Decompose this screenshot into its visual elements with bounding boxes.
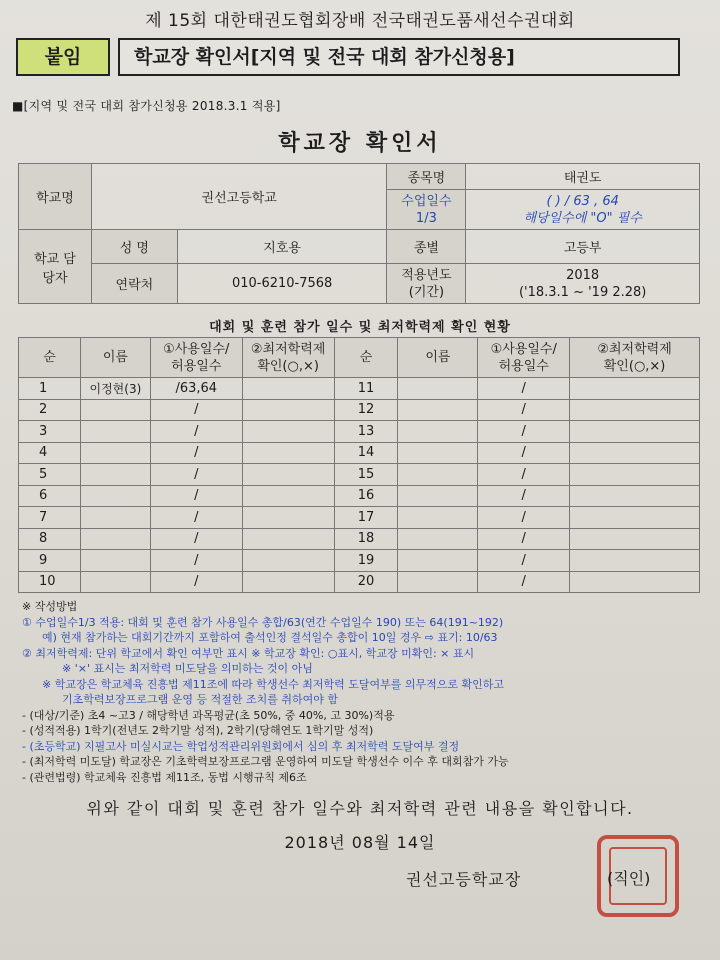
roster-no-cell: 10 bbox=[19, 571, 81, 593]
roster-name-cell bbox=[80, 464, 150, 486]
table-row bbox=[19, 485, 700, 507]
roster-check-cell bbox=[570, 528, 700, 550]
roster-days-cell: / bbox=[150, 528, 242, 550]
guide-item-1: ① 수업일수1/3 적용: 대회 및 훈련 참가 사용일수 총합/63(연간 수업일수 190) 또는 64(191~192) bbox=[22, 615, 504, 629]
table-row bbox=[19, 464, 700, 486]
roster-check-cell bbox=[570, 378, 700, 400]
col-days-right bbox=[478, 338, 570, 378]
guide-note-principal: ※ 학교장은 학교체육 진흥법 제11조에 따라 학생선수 최저학력 도달여부를 의무적으로 확인하고 bbox=[42, 677, 504, 691]
school-value: 권선고등학교 bbox=[91, 164, 387, 230]
col-no-right: 순 bbox=[334, 338, 398, 378]
days-label-cell bbox=[387, 190, 466, 230]
roster-name-cell bbox=[398, 378, 478, 400]
roster-name-cell bbox=[398, 464, 478, 486]
roster-days-cell: / bbox=[478, 485, 570, 507]
roster-days-cell: / bbox=[478, 550, 570, 572]
year-value-cell bbox=[466, 264, 700, 304]
guide-below-min: - (최저학력 미도달) 학교장은 기초학력보장프로그램 운영하여 미도달 학생선수 이수 후 대회참가 가능 bbox=[22, 755, 509, 768]
roster-days-cell: / bbox=[150, 485, 242, 507]
seal-label: (직인) bbox=[607, 869, 651, 888]
roster-days-cell: / bbox=[478, 399, 570, 421]
roster-days-cell: /63,64 bbox=[150, 378, 242, 400]
table-row bbox=[19, 421, 700, 443]
col-name-left: 이름 bbox=[80, 338, 150, 378]
roster-no-cell: 4 bbox=[19, 442, 81, 464]
section-title: 대회 및 훈련 참가 일수 및 최저학력제 확인 현황 bbox=[209, 320, 511, 335]
col-min-line2: 확인(○,×) bbox=[257, 358, 319, 374]
guide-grades: - (성적적용) 1학기(전년도 2학기말 성적), 2학기(당해연도 1학기말 성적) bbox=[22, 724, 374, 737]
roster-days-cell: / bbox=[478, 571, 570, 593]
contact-label: 연락처 bbox=[91, 264, 177, 304]
roster-days-cell: / bbox=[150, 421, 242, 443]
roster-days-cell: / bbox=[150, 550, 242, 572]
division-label: 종별 bbox=[387, 230, 466, 264]
roster-name-cell bbox=[398, 571, 478, 593]
roster-days-cell: / bbox=[478, 507, 570, 529]
roster-no-cell: 11 bbox=[334, 378, 398, 400]
roster-days-cell: / bbox=[478, 528, 570, 550]
roster-no-cell: 2 bbox=[19, 399, 81, 421]
guide-example: 예) 현재 참가하는 대회기간까지 포함하여 출석인정 결석일수 총합이 10일 경우 ⇨ 표기: 10/63 bbox=[42, 631, 498, 644]
year-label-2: (기간) bbox=[408, 284, 445, 300]
col-min-line1: ②최저학력제 bbox=[597, 341, 672, 357]
roster-name-cell bbox=[80, 485, 150, 507]
name-value: 지호용 bbox=[177, 230, 387, 264]
roster-header-row bbox=[19, 338, 700, 378]
roster-days-cell: / bbox=[150, 399, 242, 421]
days-value-cell bbox=[466, 190, 700, 230]
col-days-line1: ①사용일수/ bbox=[490, 341, 557, 357]
roster-check-cell bbox=[242, 528, 334, 550]
event-value: 태권도 bbox=[466, 164, 700, 190]
roster-name-cell bbox=[80, 421, 150, 443]
event-label: 종목명 bbox=[387, 164, 466, 190]
table-row bbox=[19, 571, 700, 593]
roster-check-cell bbox=[242, 378, 334, 400]
col-days-line2: 허용일수 bbox=[498, 358, 549, 374]
roster-check-cell bbox=[570, 421, 700, 443]
roster-days-cell: / bbox=[150, 507, 242, 529]
roster-no-cell: 14 bbox=[334, 442, 398, 464]
days-label-2: 1/3 bbox=[415, 210, 437, 226]
roster-no-cell: 13 bbox=[334, 421, 398, 443]
roster-check-cell bbox=[570, 399, 700, 421]
roster-check-cell bbox=[570, 485, 700, 507]
confirmation-text: 위와 같이 대회 및 훈련 참가 일수와 최저학력 관련 내용을 확인합니다. bbox=[86, 799, 634, 818]
header-title: 학교장 확인서[지역 및 전국 대회 참가신청용] bbox=[118, 38, 680, 76]
roster-days-cell: / bbox=[478, 442, 570, 464]
table-row bbox=[19, 507, 700, 529]
roster-no-cell: 18 bbox=[334, 528, 398, 550]
col-name-right: 이름 bbox=[398, 338, 478, 378]
roster-no-cell: 9 bbox=[19, 550, 81, 572]
roster-name-cell bbox=[398, 421, 478, 443]
table-row bbox=[19, 378, 700, 400]
guide-target: - (대상/기준) 초4 ~고3 / 해당학년 과목평균(초 50%, 중 40%, 고 30%)적용 bbox=[22, 708, 395, 722]
roster-check-cell bbox=[570, 571, 700, 593]
info-table bbox=[18, 163, 700, 304]
table-row bbox=[19, 442, 700, 464]
writing-guide bbox=[22, 599, 712, 785]
table-row bbox=[19, 399, 700, 421]
roster-name-cell bbox=[398, 550, 478, 572]
contact-value: 010-6210-7568 bbox=[177, 264, 387, 304]
roster-name-cell bbox=[398, 485, 478, 507]
col-days-line1: ①사용일수/ bbox=[163, 341, 230, 357]
roster-no-cell: 1 bbox=[19, 378, 81, 400]
roster-name-cell bbox=[398, 442, 478, 464]
days-value-2: 해당일수에 "O" 필수 bbox=[523, 210, 642, 226]
roster-days-cell: / bbox=[150, 571, 242, 593]
roster-no-cell: 8 bbox=[19, 528, 81, 550]
guide-elementary: - (초등학교) 지필고사 미실시교는 학업성적관리위원회에서 심의 후 최저학력 도달여부 결정 bbox=[22, 739, 460, 753]
col-min-right bbox=[570, 338, 700, 378]
year-value-1: 2018 bbox=[566, 267, 600, 283]
year-label-1: 적용년도 bbox=[401, 267, 452, 283]
school-label: 학교명 bbox=[19, 164, 92, 230]
table-row bbox=[19, 550, 700, 572]
roster-name-cell bbox=[80, 550, 150, 572]
roster-no-cell: 20 bbox=[334, 571, 398, 593]
roster-check-cell bbox=[242, 464, 334, 486]
roster-no-cell: 5 bbox=[19, 464, 81, 486]
roster-no-cell: 7 bbox=[19, 507, 81, 529]
roster-name-cell bbox=[80, 528, 150, 550]
guide-law: - (관련법령) 학교체육 진흥법 제11조, 동법 시행규칙 제6조 bbox=[22, 770, 307, 784]
roster-name-cell bbox=[80, 399, 150, 421]
roster-name-cell bbox=[80, 571, 150, 593]
col-days-left bbox=[150, 338, 242, 378]
year-label-cell bbox=[387, 264, 466, 304]
roster-check-cell bbox=[570, 464, 700, 486]
roster-days-cell: / bbox=[478, 464, 570, 486]
roster-name-cell bbox=[398, 507, 478, 529]
guide-note-x: ※ '×' 표시는 최저학력 미도달을 의미하는 것이 아님 bbox=[62, 662, 313, 675]
roster-table bbox=[18, 337, 700, 593]
roster-days-cell: / bbox=[478, 421, 570, 443]
name-label: 성 명 bbox=[91, 230, 177, 264]
table-row bbox=[19, 528, 700, 550]
guide-item-2: ② 최저학력제: 단위 학교에서 확인 여부만 표시 ※ 학교장 확인: ○표시, 학교장 미확인: × 표시 bbox=[22, 646, 475, 660]
year-value-2: ('18.3.1 ~ '19 2.28) bbox=[518, 284, 647, 300]
col-min-line2: 확인(○,×) bbox=[603, 358, 666, 374]
guide-note-principal-cont: 기초학력보장프로그램 운영 등 적절한 조치를 취하여야 함 bbox=[62, 693, 339, 706]
attachment-tag: 붙임 bbox=[16, 38, 110, 76]
roster-no-cell: 16 bbox=[334, 485, 398, 507]
roster-days-cell: / bbox=[478, 378, 570, 400]
roster-name-cell bbox=[398, 528, 478, 550]
principal-name: 권선고등학교장 bbox=[406, 870, 522, 889]
col-min-left bbox=[242, 338, 334, 378]
roster-body bbox=[19, 378, 700, 593]
guide-title: ※ 작성방법 bbox=[22, 600, 78, 613]
roster-check-cell bbox=[570, 507, 700, 529]
version-line: ■[지역 및 전국 대회 참가신청용 2018.3.1 적용] bbox=[12, 99, 281, 113]
roster-no-cell: 6 bbox=[19, 485, 81, 507]
roster-no-cell: 15 bbox=[334, 464, 398, 486]
roster-check-cell bbox=[242, 442, 334, 464]
roster-no-cell: 12 bbox=[334, 399, 398, 421]
document-title: 학교장 확인서 bbox=[278, 131, 442, 156]
roster-name-cell bbox=[398, 399, 478, 421]
issue-date: 2018년 08월 14일 bbox=[284, 833, 436, 852]
col-no-left: 순 bbox=[19, 338, 81, 378]
roster-name-cell bbox=[80, 507, 150, 529]
roster-name-cell: 이정현(3) bbox=[80, 378, 150, 400]
col-min-line1: ②최저학력제 bbox=[250, 341, 326, 357]
roster-check-cell bbox=[242, 399, 334, 421]
roster-check-cell bbox=[570, 550, 700, 572]
roster-check-cell bbox=[242, 421, 334, 443]
roster-days-cell: / bbox=[150, 442, 242, 464]
days-label-1: 수업일수 bbox=[401, 193, 452, 209]
roster-check-cell bbox=[242, 507, 334, 529]
roster-check-cell bbox=[570, 442, 700, 464]
roster-check-cell bbox=[242, 571, 334, 593]
roster-no-cell: 3 bbox=[19, 421, 81, 443]
roster-name-cell bbox=[80, 442, 150, 464]
roster-check-cell bbox=[242, 550, 334, 572]
competition-title: 제 15회 대한태권도협회장배 전국태권도품새선수권대회 bbox=[145, 11, 575, 31]
col-days-line2: 허용일수 bbox=[171, 358, 222, 374]
roster-no-cell: 17 bbox=[334, 507, 398, 529]
division-value: 고등부 bbox=[466, 230, 700, 264]
roster-days-cell: / bbox=[150, 464, 242, 486]
roster-no-cell: 19 bbox=[334, 550, 398, 572]
roster-check-cell bbox=[242, 485, 334, 507]
manager-label: 학교 담당자 bbox=[19, 230, 92, 304]
days-value-1: ( ) / 63 , 64 bbox=[546, 193, 619, 209]
